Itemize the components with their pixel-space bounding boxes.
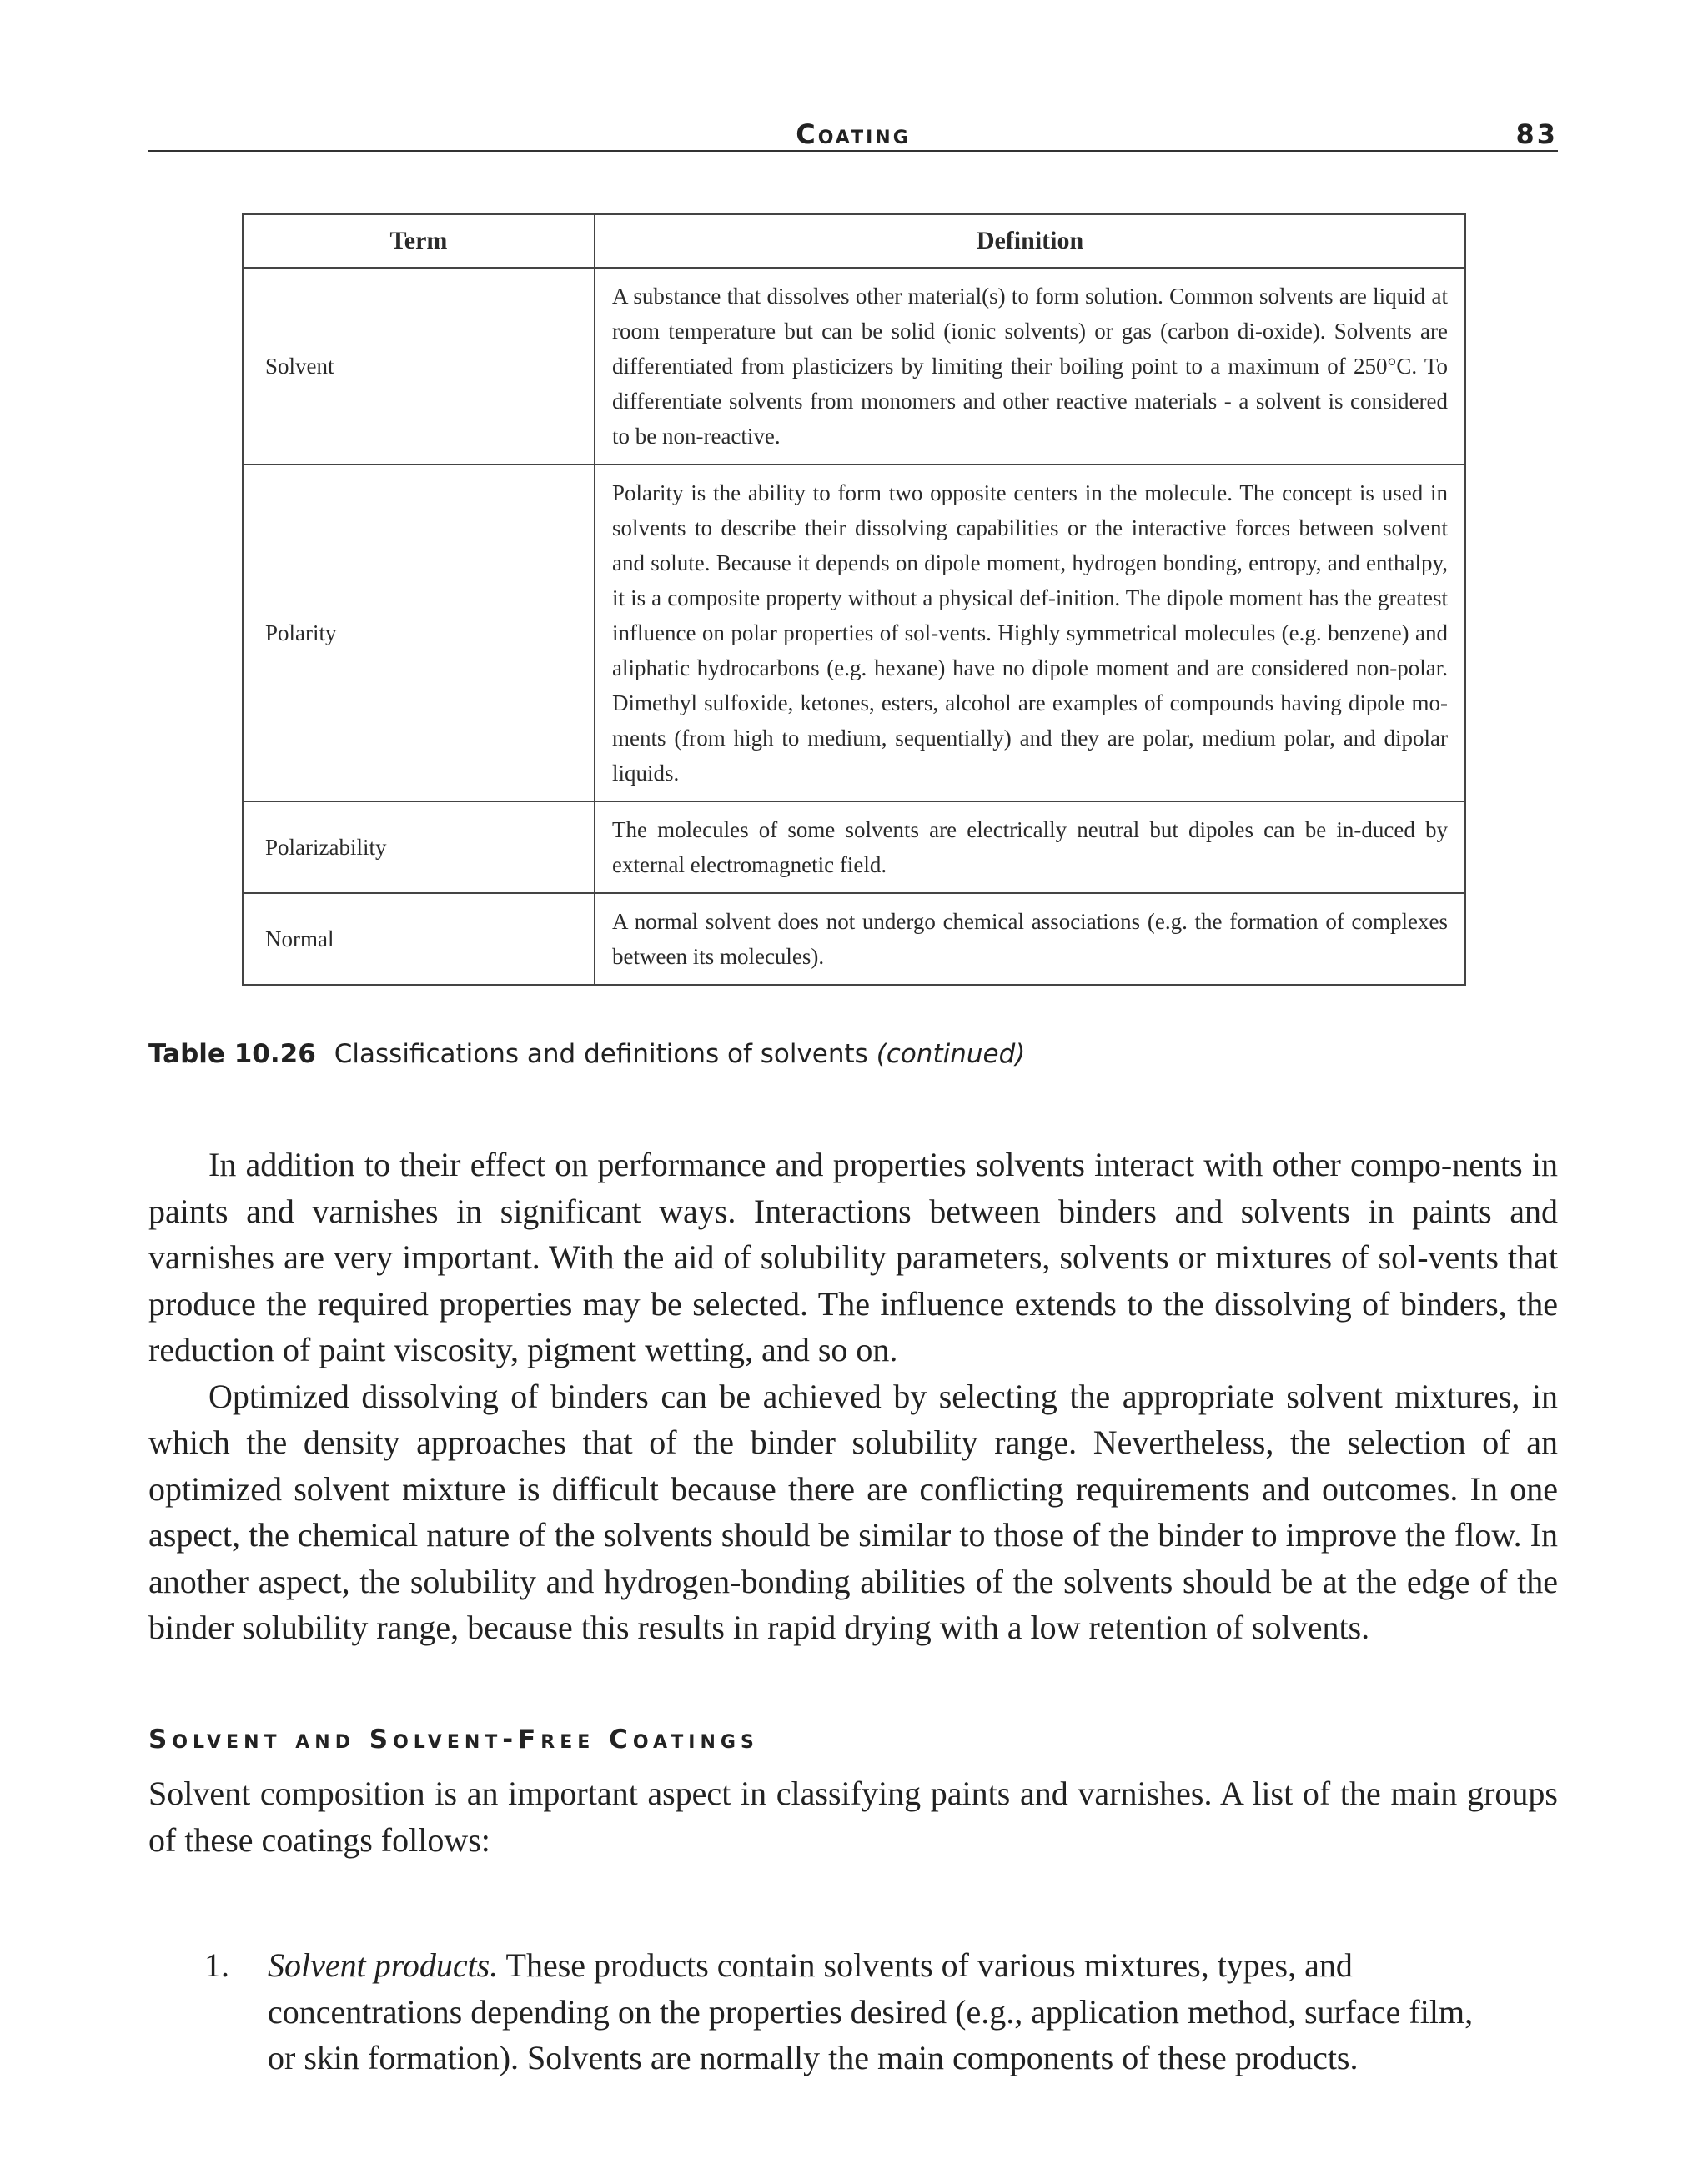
table-caption-continued: (continued)	[876, 1039, 1026, 1069]
page-number: 83	[1515, 118, 1558, 150]
term-cell: Solvent	[243, 268, 595, 464]
column-header-term: Term	[243, 214, 595, 268]
definition-cell: A normal solvent does not undergo chemical associations (e.g. the formation of complexes between its molecules).	[595, 893, 1465, 985]
column-header-definition: Definition	[595, 214, 1465, 268]
section-intro-block	[148, 1770, 1558, 1863]
solvent-definitions-table	[242, 213, 1466, 986]
list-item	[204, 1942, 1489, 2081]
table-caption	[148, 1039, 1025, 1069]
body-paragraphs	[148, 1142, 1558, 1651]
section-intro: Solvent composition is an important aspect in classifying paints and varnishes. A list of the main groups of these coatings follows:	[148, 1775, 1558, 1859]
list-item-body	[268, 1942, 1489, 2081]
table-row	[243, 893, 1465, 985]
list-item-text: These products contain solvents of various mixtures, types, and concentrations depending on the properties desired (e.g., application method, surface film, or skin formation). Solvents are normally the main components of these products.	[268, 1946, 1474, 2076]
running-header	[148, 115, 1558, 152]
running-header-title: Coating	[796, 118, 911, 150]
term-cell: Polarizability	[243, 801, 595, 893]
table-header-row	[243, 214, 1465, 268]
table-caption-text: Classifications and definitions of solvents	[334, 1039, 868, 1069]
table-row	[243, 268, 1465, 464]
list-item-number: 1.	[204, 1946, 229, 1984]
section-heading: Solvent and Solvent-Free Coatings	[148, 1725, 759, 1755]
list-item-title: Solvent products.	[268, 1946, 499, 1984]
table-row	[243, 801, 1465, 893]
table-row	[243, 464, 1465, 801]
table-caption-number: Table 10.26	[148, 1039, 316, 1069]
definition-cell: Polarity is the ability to form two opposite centers in the molecule. The concept is used in solvents to describe their dissolving capabilities or the interactive forces between solvent and solute. Because it depends on dipole moment, hydrogen bonding, entropy, and enthalpy, it is a composite property without a physical def-inition. The dipole moment has the greatest influence on polar properties of sol-vents. Highly symmetrical molecules (e.g. benzene) and aliphatic hydrocarbons (e.g. hexane) have no dipole moment and are considered non-polar. Dimethyl sulfoxide, ketones, esters, alcohol are examples of compounds having dipole mo-ments (from high to medium, sequentially) and they are polar, medium polar, and dipolar liquids.	[595, 464, 1465, 801]
paragraph: In addition to their effect on performance and properties solvents interact with other compo-nents in paints and varnishes in significant ways. Interactions between binders and solvents in paints and varnishes are very important. With the aid of solubility parameters, solvents or mixtures of sol-vents that produce the required properties may be selected. The influence extends to the dissolving of binders, the reduction of paint viscosity, pigment wetting, and so on.	[148, 1146, 1558, 1368]
definition-cell: A substance that dissolves other material(s) to form solution. Common solvents are liquid at room temperature but can be solid (ionic solvents) or gas (carbon di-oxide). Solvents are differentiated from plasticizers by limiting their boiling point to a maximum of 250°C. To differentiate solvents from monomers and other reactive materials - a solvent is considered to be non-reactive.	[595, 268, 1465, 464]
term-cell: Polarity	[243, 464, 595, 801]
paragraph: Optimized dissolving of binders can be achieved by selecting the appropriate solvent mixtures, in which the density approaches that of the binder solubility range. Nevertheless, the selection of an optimized solvent mixture is difficult because there are conflicting requirements and outcomes. In one aspect, the chemical nature of the solvents should be similar to those of the binder to improve the flow. In another aspect, the solubility and hydrogen-bonding abilities of the solvents should be at the edge of the binder solubility range, because this results in rapid drying with a low retention of solvents.	[148, 1377, 1558, 1646]
term-cell: Normal	[243, 893, 595, 985]
definition-cell: The molecules of some solvents are electrically neutral but dipoles can be in-duced by external electromagnetic field.	[595, 801, 1465, 893]
